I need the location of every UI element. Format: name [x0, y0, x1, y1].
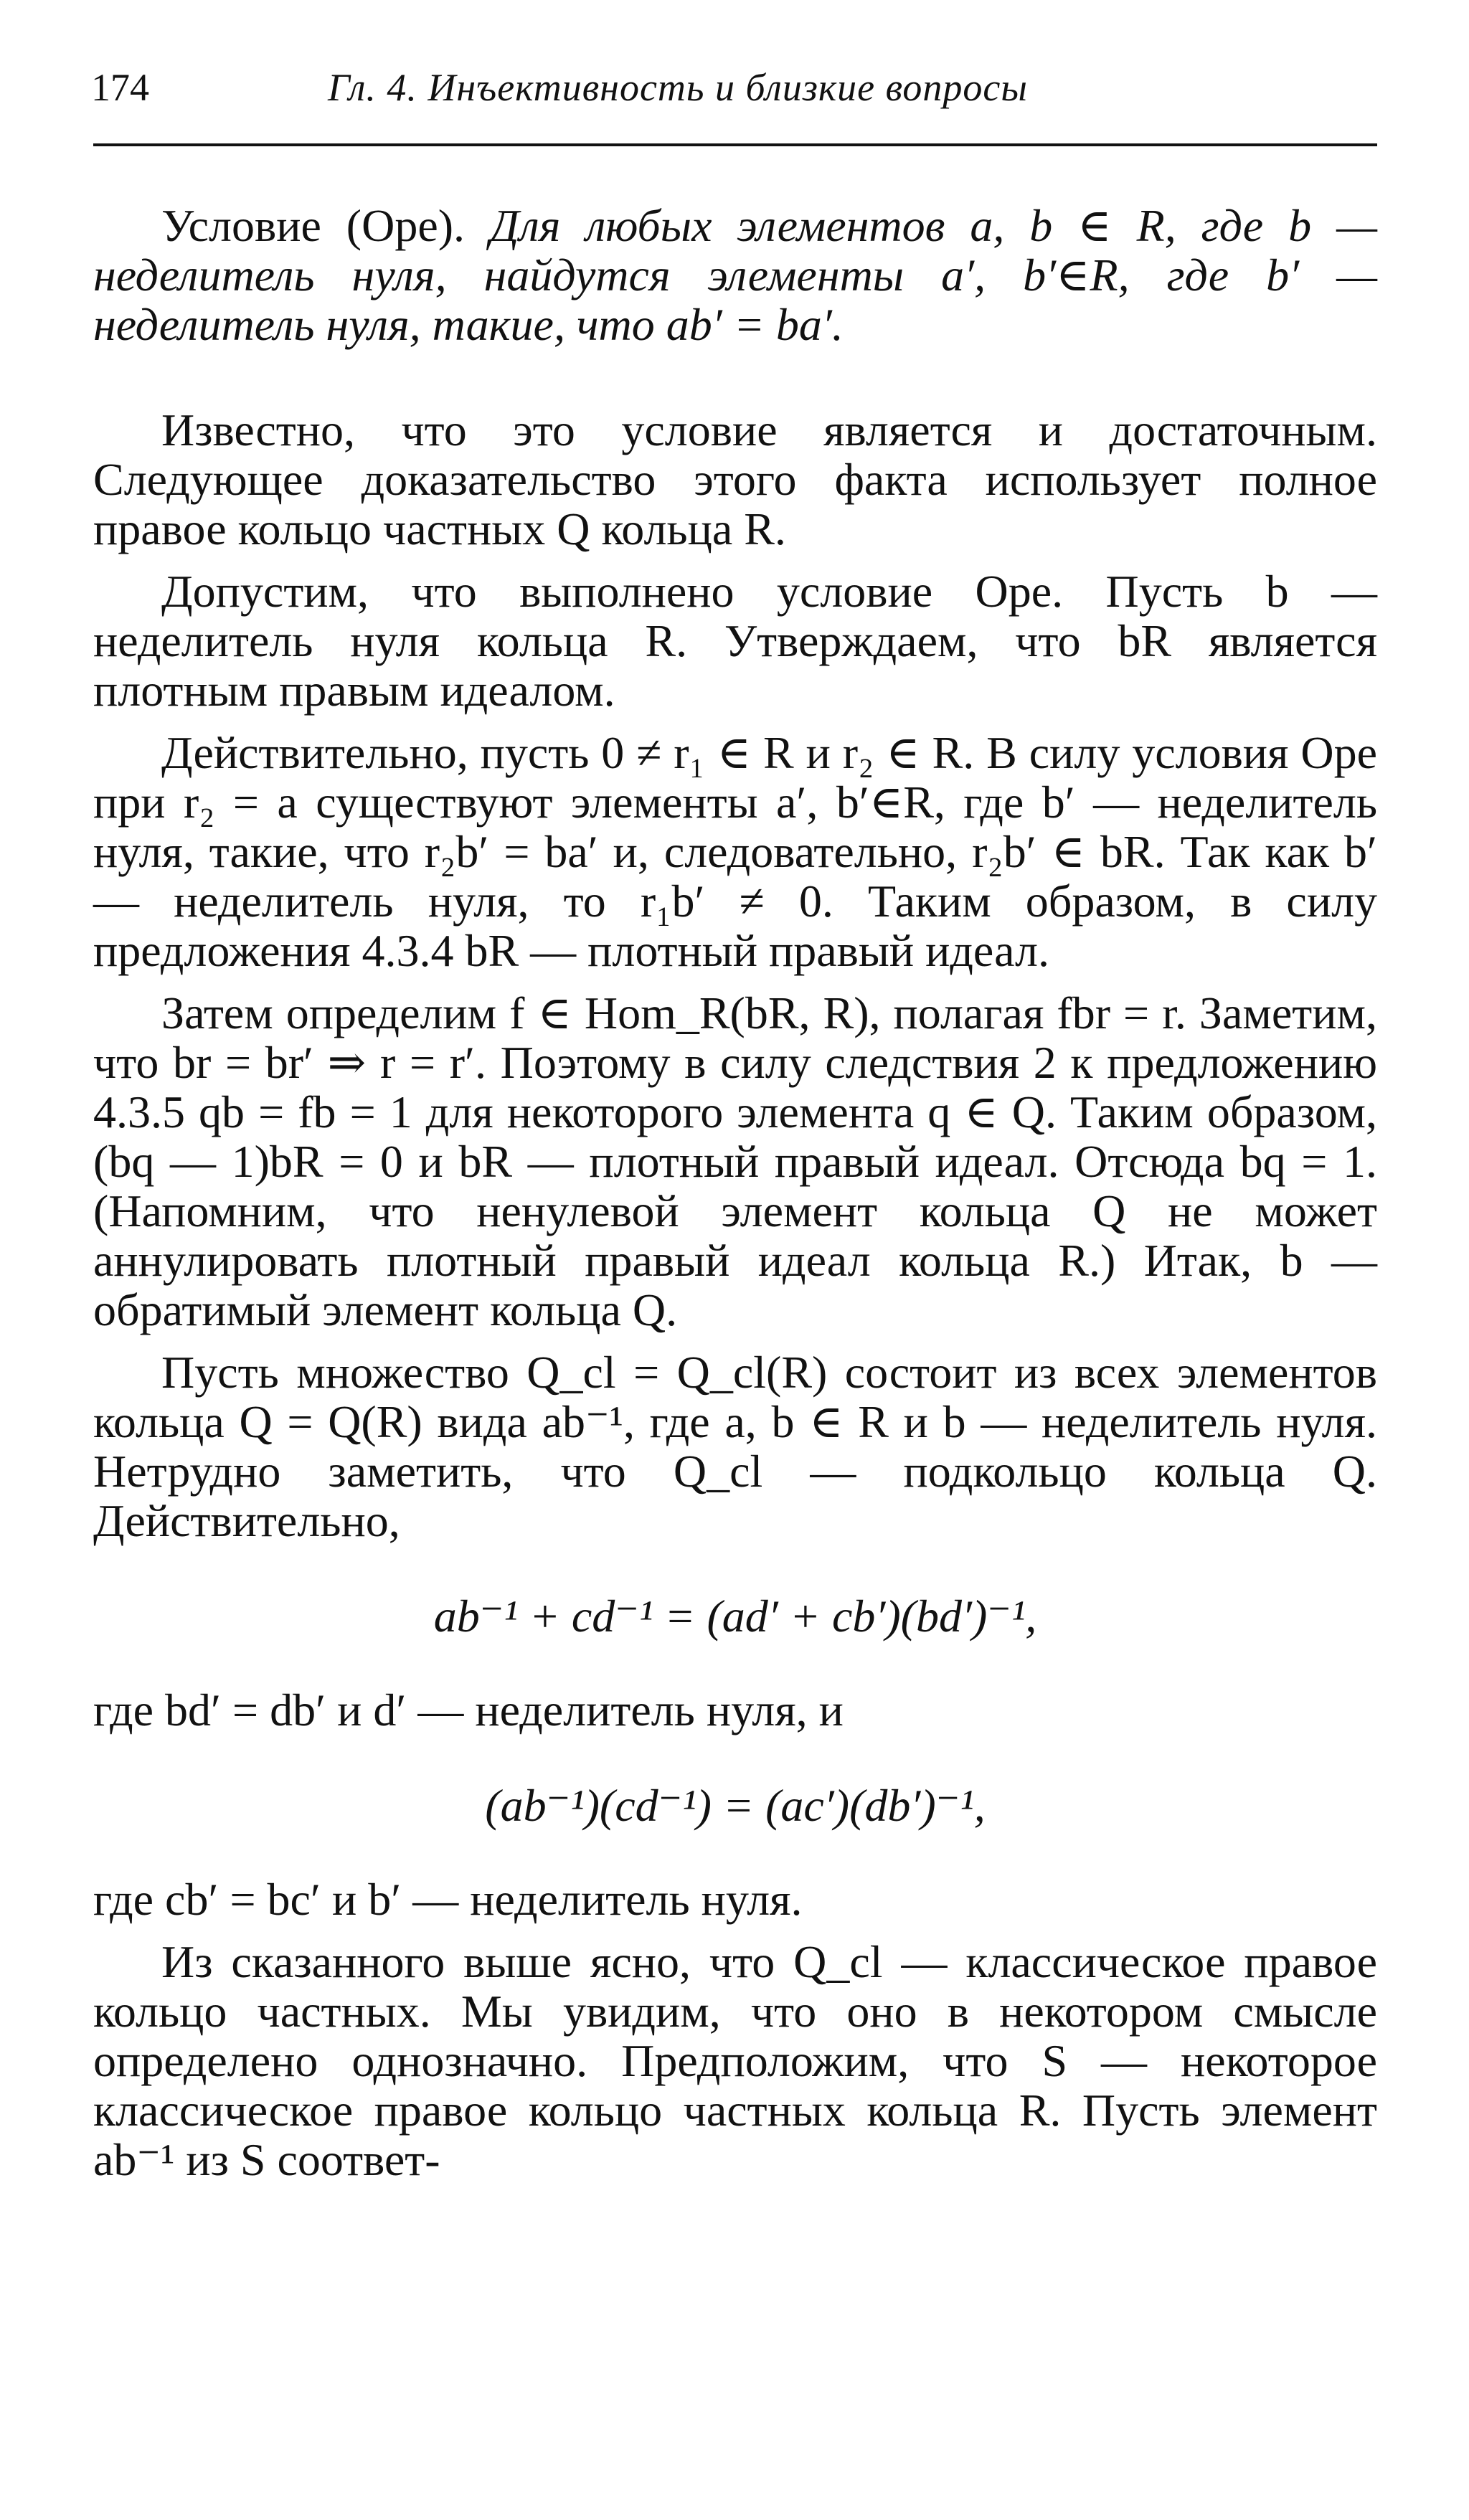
paragraph-7: где cb′ = bc′ и b′ — неделитель нуля. — [93, 1874, 803, 1925]
running-head: Гл. 4. Инъективность и близкие вопросы — [328, 66, 1028, 109]
condition-label: Условие (Оре). — [161, 200, 466, 251]
paragraph-5: Пусть множество Q_cl = Q_cl(R) состоит из всех элементов кольца Q = Q(R) вида ab⁻¹, где a, b ∈ R и b — неделитель нуля. Нетрудно заметить, что Q_cl — подкольцо кольца Q. Действительно, — [93, 1347, 1378, 1546]
paragraph-4: Затем определим f ∈ Hom_R(bR, R), полагая fbr = r. Заметим, что br = br′ ⇒ r = r′. Поэтому в силу следствия 2 к предложению 4.3.5 qb = fb = 1 для некоторого элемента q ∈ Q. Таким образом, (bq — 1)bR = 0 и bR — плотный правый идеал. Отсюда bq = 1. (Напомним, что ненулевой элемент кольца Q не может аннулировать плотный правый идеал кольца R.) Итак, b — обратимый элемент кольца Q. — [93, 987, 1378, 1335]
ore-condition — [93, 201, 1377, 349]
paragraph-3: Действительно, пусть 0 ≠ r₁ ∈ R и r₂ ∈ R. В силу условия Оре при r₂ = a существуют элементы a′, b′∈R, где b′ — неделитель нуля, такие, что r₂b′ = ba′ и, следовательно, r₂b′ ∈ bR. Так как b′ — неделитель нуля, то r₁b′ ≠ 0. Таким образом, в силу предложения 4.3.4 bR — плотный правый идеал. — [93, 727, 1377, 976]
paragraph-6: где bd′ = db′ и d′ — неделитель нуля, и — [93, 1685, 844, 1735]
paragraph-1: Известно, что это условие является и достаточным. Следующее доказательство этого факта использует полное правое кольцо частных Q кольца R. — [93, 404, 1377, 554]
page-body — [93, 201, 1377, 2184]
page-header — [91, 68, 1377, 133]
condition-text: Для любых элементов a, b ∈ R, где b — неделитель нуля, найдутся элементы a′, b′∈R, где b′ — неделитель нуля, такие, что ab′ = ba′. — [93, 200, 1378, 350]
page-number: 174 — [91, 66, 149, 109]
formula-sum: ab⁻¹ + cd⁻¹ = (ad′ + cb′)(bd′)⁻¹, — [433, 1591, 1037, 1642]
formula-product: (ab⁻¹)(cd⁻¹) = (ac′)(db′)⁻¹, — [485, 1780, 986, 1831]
paragraph-2: Допустим, что выполнено условие Оре. Пусть b — неделитель нуля кольца R. Утверждаем, что bR является плотным правым идеалом. — [93, 566, 1377, 716]
paragraph-8: Из сказанного выше ясно, что Q_cl — классическое правое кольцо частных. Мы увидим, что оно в некотором смысле определено однозначно. Предположим, что S — некоторое классическое правое кольцо частных кольца R. Пусть элемент ab⁻¹ из S соответ- — [93, 1936, 1377, 2185]
header-rule — [93, 143, 1377, 146]
